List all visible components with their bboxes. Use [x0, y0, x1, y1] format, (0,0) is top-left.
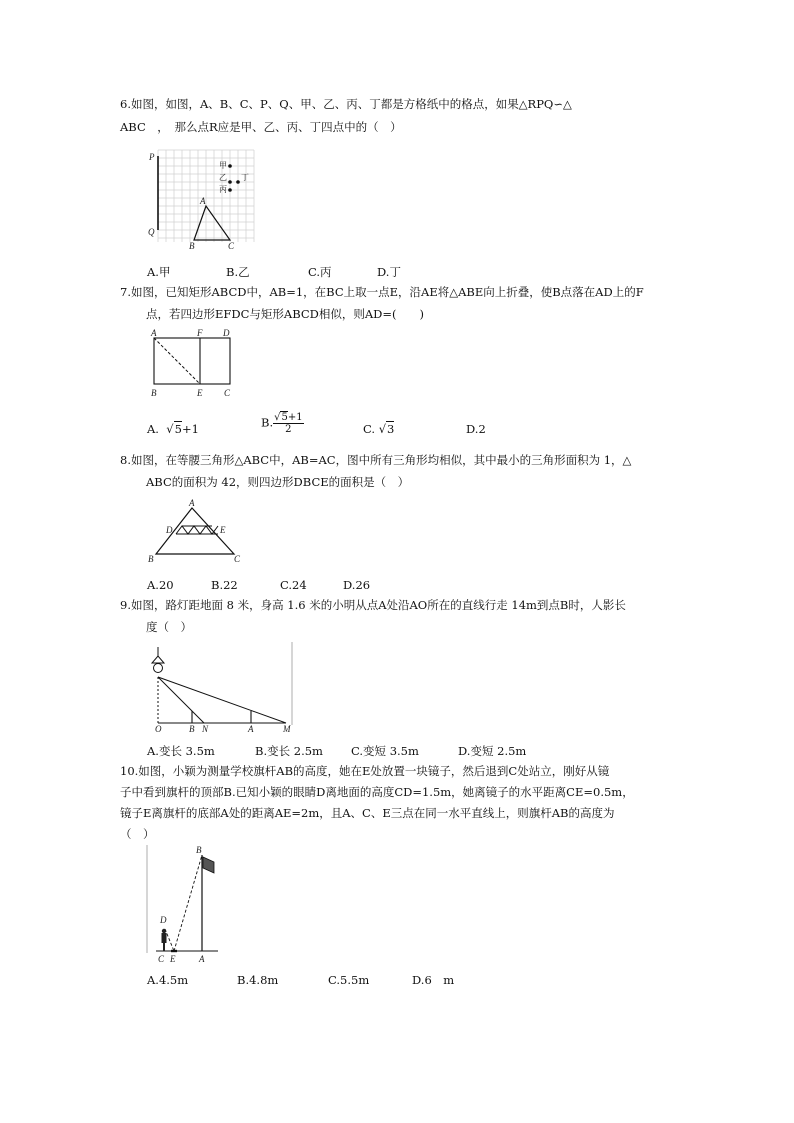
q6-label-yi: 乙	[219, 173, 227, 182]
q6-option-d[interactable]: D.丁	[377, 265, 401, 279]
q8-label-a: A	[189, 498, 195, 508]
q9-label-b: B	[189, 724, 195, 734]
q6-point-yi	[228, 180, 232, 184]
q9-label-n: N	[202, 724, 209, 734]
q8-label-e: E	[220, 525, 226, 535]
q6-point-bing	[228, 188, 232, 192]
q6-grid-figure	[146, 146, 256, 250]
q6-option-c[interactable]: C.丙	[308, 265, 332, 279]
q9-label-a: A	[248, 724, 254, 734]
q6-triangle-abc	[194, 206, 230, 240]
q7-label-d: D	[223, 328, 230, 338]
q7-fold-ae	[154, 338, 200, 384]
q9-ray-to-m	[158, 677, 286, 723]
q7-option-c-prefix: C.	[363, 422, 376, 436]
q10-option-a[interactable]: A.4.5m	[147, 973, 189, 987]
q8-option-c[interactable]: C.24	[280, 578, 307, 592]
q8-label-d: D	[166, 525, 173, 535]
q8-option-a[interactable]: A.20	[147, 578, 174, 592]
q7-option-d-prefix: D.	[466, 422, 479, 436]
q7-option-c-radicand: 3	[387, 422, 395, 436]
q10-line-4: （ ）	[120, 827, 155, 841]
q8-label-c: C	[234, 554, 241, 564]
q7-option-d-value: 2	[478, 422, 486, 436]
q10-person-body	[162, 933, 167, 943]
q9-option-c[interactable]: C.变短 3.5m	[351, 744, 419, 758]
q8-line-2: ABC的面积为 42，则四边形DBCE的面积是（ ）	[146, 475, 410, 489]
q7-option-c[interactable]: C. √3	[363, 422, 395, 436]
q7-label-c: C	[224, 388, 231, 398]
q6-label-q: Q	[148, 227, 155, 237]
q9-line-1: 9.如图，路灯距地面 8 米，身高 1.6 米的小明从点A处沿AO所在的直线行走 14m到点B时，人影长	[120, 598, 626, 612]
q7-option-a-suffix: +1	[181, 422, 199, 436]
q10-label-d: D	[160, 915, 167, 925]
q6-label-p: P	[149, 152, 155, 162]
q9-label-m: M	[283, 724, 291, 734]
q10-option-d[interactable]: D.6 m	[412, 973, 455, 987]
q6-label-a: A	[200, 196, 206, 206]
q9-option-d[interactable]: D.变短 2.5m	[458, 744, 527, 758]
q7-option-b-denominator: 2	[285, 424, 292, 435]
q7-line-1: 7.如图，已知矩形ABCD中，AB=1，在BC上取一点E，沿AE将△ABE向上折叠，使B点落在AD上的F	[120, 285, 644, 299]
q6-point-jia	[228, 164, 232, 168]
q9-option-a[interactable]: A.变长 3.5m	[147, 744, 215, 758]
q6-option-a[interactable]: A.甲	[147, 265, 171, 279]
q7-option-a[interactable]: A. √5+1	[147, 422, 199, 436]
q7-label-b: B	[151, 388, 157, 398]
q7-label-e: E	[197, 388, 203, 398]
q9-lamp-bulb	[154, 664, 163, 673]
q8-label-b: B	[148, 554, 154, 564]
q10-flagpole-figure	[146, 843, 222, 965]
q6-label-jia: 甲	[219, 161, 227, 170]
q10-line-2: 子中看到旗杆的顶部B.已知小颖的眼睛D离地面的高度CD=1.5m，她离镜子的水平距离CE=0.5m，	[120, 785, 634, 799]
q10-label-a: A	[199, 954, 205, 964]
q9-label-o: O	[155, 724, 162, 734]
q8-triangle-figure	[146, 496, 246, 564]
q10-person-head	[162, 929, 166, 933]
q10-line-3: 镜子E离旗杆的底部A处的距离AE=2m，且A、C、E三点在同一水平直线上，则旗杆AB的高度为	[120, 806, 615, 820]
q8-option-b[interactable]: B.22	[211, 578, 238, 592]
q7-rectangle-figure	[146, 328, 238, 400]
q9-line-2: 度（ ）	[146, 620, 192, 634]
q7-line-2: 点，若四边形EFDC与矩形ABCD相似，则AD=( )	[146, 307, 425, 321]
q10-label-b: B	[196, 845, 202, 855]
q10-label-e: E	[170, 954, 176, 964]
q9-streetlight-figure	[146, 641, 294, 733]
q7-option-b-numerator-suffix: +1	[287, 412, 303, 423]
q8-option-d[interactable]: D.26	[343, 578, 371, 592]
q8-line-1: 8.如图，在等腰三角形△ABC中，AB=AC，图中所有三角形均相似，其中最小的三角形面积为 1，△	[120, 453, 632, 467]
q6-label-c: C	[228, 241, 235, 251]
q6-line-1: 6.如图，如图，A、B、C、P、Q、甲、乙、丙、丁都是方格纸中的格点，如果△RPQ∽△	[120, 97, 572, 111]
q6-option-b[interactable]: B.乙	[226, 265, 250, 279]
q7-rect-abcd	[154, 338, 230, 384]
q9-option-b[interactable]: B.变长 2.5m	[255, 744, 323, 758]
q6-label-ding: 丁	[241, 173, 249, 182]
q6-line-2: ABC ， 那么点R应是甲、乙、丙、丁四点中的（ ）	[120, 120, 402, 134]
q7-option-a-radicand: 5	[174, 422, 182, 436]
q6-label-b: B	[189, 241, 195, 251]
q6-point-ding	[236, 180, 240, 184]
q7-label-a: A	[151, 328, 157, 338]
q9-lamp-shade	[152, 656, 164, 663]
q7-option-a-prefix: A.	[147, 422, 159, 436]
q7-option-b-prefix: B.	[261, 415, 274, 430]
q10-sight-line-eb	[174, 855, 202, 951]
q7-option-b-numerator-radicand: 5	[281, 412, 288, 423]
q10-label-c: C	[158, 954, 165, 964]
q10-line-1: 10.如图，小颖为测量学校旗杆AB的高度，她在E处放置一块镜子，然后退到C处站立，刚好从镜	[120, 764, 610, 778]
q10-option-b[interactable]: B.4.8m	[237, 973, 279, 987]
q7-option-b[interactable]: B. $\frac{√5+1}{2}$	[261, 412, 303, 435]
q7-option-d[interactable]	[466, 421, 486, 437]
q10-flag	[203, 857, 214, 873]
q6-label-bing: 丙	[219, 185, 227, 194]
q9-ray-to-n	[158, 677, 204, 723]
q10-option-c[interactable]: C.5.5m	[328, 973, 370, 987]
q7-label-f: F	[197, 328, 203, 338]
